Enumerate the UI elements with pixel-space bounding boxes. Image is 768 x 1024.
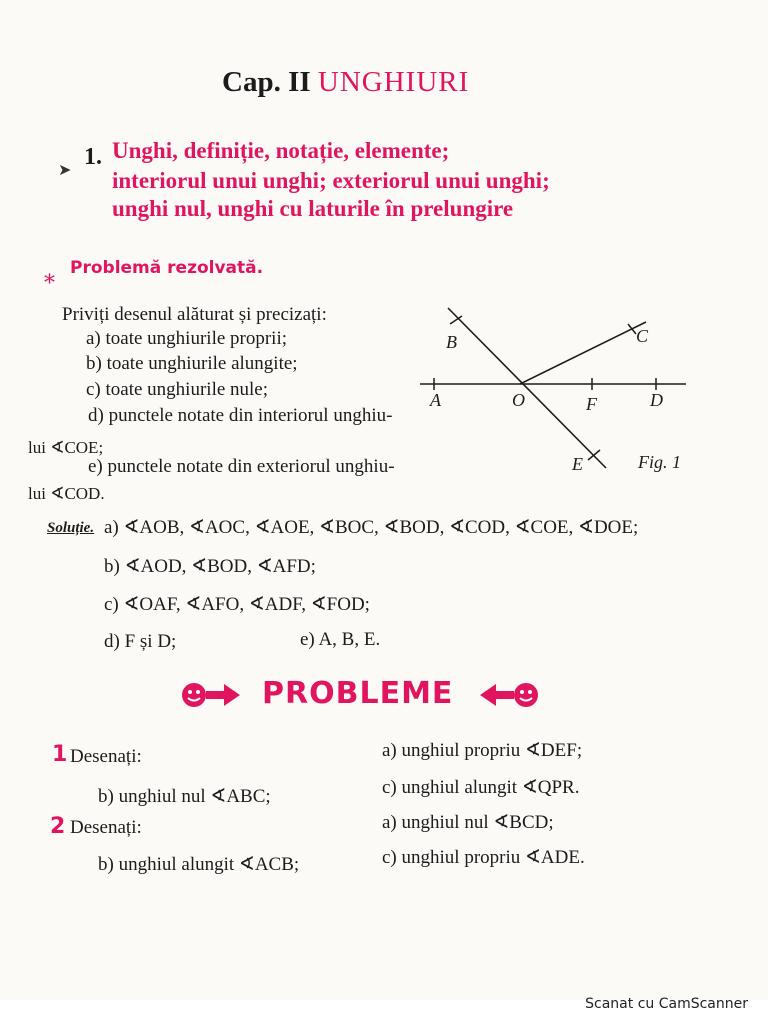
solution-label: Soluție. [47, 520, 95, 536]
figure-1 [410, 300, 690, 480]
line-be [448, 308, 606, 468]
point-label-b: B [446, 332, 457, 352]
solution-a: a) ∢AOB, ∢AOC, ∢AOE, ∢BOC, ∢BOD, ∢COD, ∢COE, ∢DOE; [104, 517, 639, 538]
mascot-pointing-left-icon [478, 680, 540, 710]
problem-item-a: a) toate unghiurile proprii; [86, 328, 288, 349]
section-title-line-3: unghi nul, unghi cu laturile în prelungire [112, 196, 514, 221]
problem-1-number: 1 [52, 742, 68, 767]
chapter-name: UNGHIURI [317, 66, 470, 98]
point-label-e: E [572, 454, 583, 474]
problem-1-b: b) unghiul nul ∢ABC; [98, 786, 271, 807]
chapter-prefix: Cap. II [222, 66, 311, 98]
problem-item-d: d) punctele notate din interiorul unghiu- [88, 405, 393, 426]
ray-oc [520, 322, 646, 384]
problem-item-c: c) toate unghiurile nule; [86, 379, 269, 400]
solution-c: c) ∢OAF, ∢AFO, ∢ADF, ∢FOD; [104, 594, 370, 615]
solution-e: e) A, B, E. [300, 629, 381, 650]
problem-1-c: c) unghiul alungit ∢QPR. [382, 777, 580, 798]
problem-item-d-cont: lui ∢COE; [28, 438, 104, 457]
section-title-line-2: interiorul unui unghi; exteriorul unui unghi; [112, 168, 550, 193]
problems-heading: PROBLEME [262, 676, 454, 711]
point-label-o: O [512, 390, 525, 410]
problem-1-lead: Desenați: [70, 746, 142, 767]
section-title-line-1: Unghi, definiție, notație, elemente; [112, 138, 450, 163]
solved-problem-title: Problemă rezolvată. [70, 258, 264, 278]
point-label-f: F [586, 394, 597, 414]
asterisk-icon: ⁎ [44, 264, 55, 289]
problem-2-number: 2 [50, 814, 66, 839]
problem-2-a: a) unghiul nul ∢BCD; [382, 812, 554, 833]
problem-item-b: b) toate unghiurile alungite; [86, 353, 298, 374]
point-label-c: C [636, 326, 649, 346]
chapter-title [222, 66, 469, 99]
solution-b: b) ∢AOD, ∢BOD, ∢AFD; [104, 556, 316, 577]
scanner-watermark: Scanat cu CamScanner [585, 996, 748, 1012]
figure-caption: Fig. 1 [638, 452, 681, 472]
problem-prompt: Priviți desenul alăturat și precizați: [62, 304, 327, 325]
mascot-pointing-right-icon [180, 680, 242, 710]
problem-1-a: a) unghiul propriu ∢DEF; [382, 740, 583, 761]
problem-2-b: b) unghiul alungit ∢ACB; [98, 854, 300, 875]
point-label-d: D [650, 390, 663, 410]
problem-item-e: e) punctele notate din exteriorul unghiu- [88, 456, 395, 477]
section-marker-icon: ➤ [58, 160, 72, 179]
section-number: 1. [84, 144, 102, 170]
problem-2-c: c) unghiul propriu ∢ADE. [382, 847, 585, 868]
problem-2-lead: Desenați: [70, 817, 142, 838]
point-label-a: A [430, 390, 441, 410]
solution-d: d) F și D; [104, 631, 177, 652]
problem-item-e-cont: lui ∢COD. [28, 484, 105, 503]
